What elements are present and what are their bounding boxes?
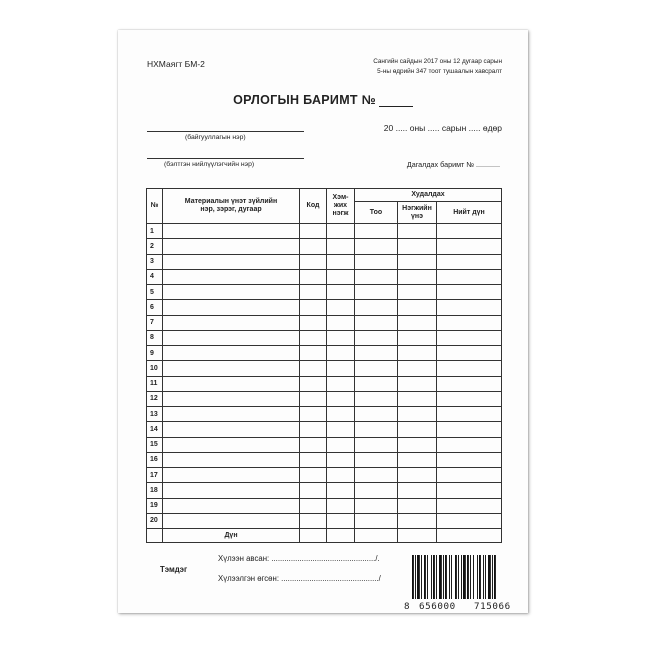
organization-caption: (байгууллагын нэр) xyxy=(185,134,246,141)
organization-line xyxy=(147,131,304,132)
table-cell xyxy=(327,376,355,391)
table-cell xyxy=(163,483,300,498)
table-row xyxy=(147,224,502,239)
table-cell xyxy=(355,346,398,361)
table-row xyxy=(147,498,502,513)
header-unit-price xyxy=(398,202,437,224)
form-code: НХМаягт БМ-2 xyxy=(147,59,205,69)
table-cell xyxy=(300,315,327,330)
table-cell xyxy=(398,513,437,528)
table-cell xyxy=(163,285,300,300)
barcode-bar xyxy=(494,555,496,599)
table-cell xyxy=(300,498,327,513)
table-cell xyxy=(437,239,502,254)
table-cell xyxy=(163,452,300,467)
table-cell xyxy=(355,269,398,284)
table-cell xyxy=(398,407,437,422)
header-total-price: Нийт дүн xyxy=(437,202,502,224)
row-number: 11 xyxy=(147,376,163,391)
form-title xyxy=(118,93,528,107)
barcode-bar xyxy=(477,555,478,599)
row-number: 17 xyxy=(147,468,163,483)
barcode-bar xyxy=(492,555,493,599)
table-cell xyxy=(398,254,437,269)
table-cell xyxy=(355,498,398,513)
barcode-bar xyxy=(421,555,422,599)
header-unit xyxy=(327,189,355,224)
table-row xyxy=(147,254,502,269)
table-row xyxy=(147,422,502,437)
table-row xyxy=(147,513,502,528)
table-cell xyxy=(300,422,327,437)
barcode-bar xyxy=(449,555,450,599)
table-cell xyxy=(327,300,355,315)
table-row xyxy=(147,483,502,498)
barcode-bar xyxy=(424,555,426,599)
table-cell xyxy=(163,330,300,345)
table-cell xyxy=(437,437,502,452)
table-cell xyxy=(437,483,502,498)
table-cell xyxy=(437,300,502,315)
row-number: 8 xyxy=(147,330,163,345)
title-number-blank xyxy=(379,95,413,107)
table-cell xyxy=(355,315,398,330)
table-cell xyxy=(437,498,502,513)
barcode-bar xyxy=(417,555,420,599)
table-cell xyxy=(437,376,502,391)
table-cell xyxy=(437,407,502,422)
table-cell xyxy=(300,285,327,300)
total-row-spacer xyxy=(147,529,163,543)
table-row xyxy=(147,300,502,315)
table-cell xyxy=(437,422,502,437)
table-cell xyxy=(437,330,502,345)
table-cell xyxy=(327,239,355,254)
table-cell xyxy=(355,254,398,269)
table-cell xyxy=(163,254,300,269)
row-number: 13 xyxy=(147,407,163,422)
total-cell-unit xyxy=(327,529,355,543)
barcode-group-2: 715066 xyxy=(474,601,511,612)
table-cell xyxy=(327,391,355,406)
table-cell xyxy=(398,422,437,437)
table-cell xyxy=(327,437,355,452)
materials-table xyxy=(146,188,502,543)
header-number: № xyxy=(147,189,163,224)
table-cell xyxy=(355,422,398,437)
barcode-bar xyxy=(479,555,481,599)
row-number: 18 xyxy=(147,483,163,498)
table-cell xyxy=(398,468,437,483)
barcode-bar xyxy=(445,555,447,599)
table-cell xyxy=(327,498,355,513)
barcode-bar xyxy=(458,555,459,599)
row-number: 6 xyxy=(147,300,163,315)
table-cell xyxy=(300,407,327,422)
table-cell xyxy=(327,422,355,437)
table-cell xyxy=(163,422,300,437)
header-code: Код xyxy=(300,189,327,224)
row-number: 15 xyxy=(147,437,163,452)
approval-note xyxy=(373,57,502,76)
table-cell xyxy=(300,224,327,239)
table-cell xyxy=(437,513,502,528)
table-cell xyxy=(355,285,398,300)
table-cell xyxy=(398,391,437,406)
table-cell xyxy=(437,269,502,284)
table-row xyxy=(147,468,502,483)
barcode-bar xyxy=(485,555,486,599)
table-cell xyxy=(398,239,437,254)
table-cell xyxy=(355,376,398,391)
barcode-bar xyxy=(431,555,432,599)
table-cell xyxy=(163,346,300,361)
stamp-label: Тэмдэг xyxy=(160,565,188,574)
header-purchased: Худалдах xyxy=(355,189,502,202)
table-row xyxy=(147,315,502,330)
table-cell xyxy=(398,315,437,330)
table-cell xyxy=(355,513,398,528)
table-cell xyxy=(327,269,355,284)
table-cell xyxy=(327,483,355,498)
table-cell xyxy=(355,300,398,315)
header-unit-price-line1: Нэгжийн xyxy=(402,204,432,212)
barcode-bar xyxy=(473,555,474,599)
table-cell xyxy=(327,346,355,361)
table-cell xyxy=(398,376,437,391)
table-cell xyxy=(163,437,300,452)
table-cell xyxy=(300,483,327,498)
total-label: Дүн xyxy=(163,529,300,543)
table-cell xyxy=(300,361,327,376)
row-number: 9 xyxy=(147,346,163,361)
table-cell xyxy=(300,346,327,361)
table-cell xyxy=(398,452,437,467)
barcode-bar xyxy=(488,555,491,599)
table-row xyxy=(147,269,502,284)
header-material xyxy=(163,189,300,224)
barcode-bar xyxy=(463,555,466,599)
row-number: 2 xyxy=(147,239,163,254)
table-cell xyxy=(355,407,398,422)
table-cell xyxy=(300,437,327,452)
total-cell-amount xyxy=(437,529,502,543)
table-cell xyxy=(398,285,437,300)
header-unit-line1: Хэм- xyxy=(332,194,349,201)
barcode-bar xyxy=(433,555,435,599)
table-cell xyxy=(355,361,398,376)
table-cell xyxy=(398,224,437,239)
table-cell xyxy=(355,239,398,254)
table-cell xyxy=(300,513,327,528)
barcode-bar xyxy=(470,555,471,599)
row-number: 12 xyxy=(147,391,163,406)
table-row xyxy=(147,346,502,361)
row-number: 1 xyxy=(147,224,163,239)
table-row xyxy=(147,330,502,345)
table-cell xyxy=(398,498,437,513)
table-cell xyxy=(163,468,300,483)
table-cell xyxy=(437,254,502,269)
table-cell xyxy=(327,254,355,269)
table-cell xyxy=(437,452,502,467)
barcode-bar xyxy=(451,555,452,599)
table-cell xyxy=(355,330,398,345)
table-cell xyxy=(355,452,398,467)
table-cell xyxy=(300,330,327,345)
table-cell xyxy=(437,346,502,361)
header-unit-line2: жих xyxy=(333,202,348,209)
table-cell xyxy=(300,269,327,284)
table-cell xyxy=(327,452,355,467)
table-cell xyxy=(163,361,300,376)
table-cell xyxy=(327,361,355,376)
table-row xyxy=(147,452,502,467)
table-cell xyxy=(163,315,300,330)
table-cell xyxy=(300,452,327,467)
table-cell xyxy=(398,437,437,452)
approval-line-2: 5-ны өдрийн 347 тоот тушаалын хавсралт xyxy=(377,67,502,75)
table-cell xyxy=(163,407,300,422)
table-cell xyxy=(355,437,398,452)
table-cell xyxy=(300,391,327,406)
barcode-bar xyxy=(427,555,428,599)
barcode-bar xyxy=(455,555,457,599)
row-number: 4 xyxy=(147,269,163,284)
approval-line-1: Сангийн сайдын 2017 оны 12 дугаар сарын xyxy=(373,58,502,65)
table-row xyxy=(147,391,502,406)
table-cell xyxy=(163,498,300,513)
table-cell xyxy=(437,224,502,239)
table-cell xyxy=(300,376,327,391)
table-row xyxy=(147,376,502,391)
table-cell xyxy=(327,407,355,422)
header-quantity: Тоо xyxy=(355,202,398,224)
table-cell xyxy=(163,376,300,391)
total-cell-qty xyxy=(355,529,398,543)
row-number: 5 xyxy=(147,285,163,300)
table-cell xyxy=(327,468,355,483)
table-cell xyxy=(355,468,398,483)
table-cell xyxy=(437,468,502,483)
table-cell xyxy=(327,224,355,239)
table-cell xyxy=(163,513,300,528)
receipt-form-page xyxy=(118,30,528,613)
handed-by-line: Хүлээлгэн өгсөн: ............................................./ xyxy=(218,574,381,583)
table-row xyxy=(147,285,502,300)
table-cell xyxy=(355,483,398,498)
table-cell xyxy=(355,391,398,406)
table-cell xyxy=(355,224,398,239)
table-cell xyxy=(300,254,327,269)
table-cell xyxy=(300,468,327,483)
barcode-bar xyxy=(443,555,444,599)
row-number: 7 xyxy=(147,315,163,330)
supplier-line xyxy=(147,158,304,159)
barcode-first-digit: 8 xyxy=(404,601,411,612)
barcode-bar xyxy=(467,555,469,599)
header-material-line1: Материалын үнэт зүйлийн xyxy=(184,198,278,205)
received-by-line: Хүлээн авсан: ................................................/. xyxy=(218,554,380,563)
table-cell xyxy=(398,269,437,284)
total-cell-unit-price xyxy=(398,529,437,543)
form-title-text: ОРЛОГЫН БАРИМТ № xyxy=(233,93,376,107)
table-row xyxy=(147,239,502,254)
table-cell xyxy=(327,513,355,528)
header-unit-line3: нэгж xyxy=(332,210,349,217)
table-cell xyxy=(163,391,300,406)
table-cell xyxy=(398,483,437,498)
row-number: 14 xyxy=(147,422,163,437)
row-number: 19 xyxy=(147,498,163,513)
row-number: 10 xyxy=(147,361,163,376)
table-cell xyxy=(437,361,502,376)
header-unit-price-line2: үнэ xyxy=(411,212,423,220)
table-row xyxy=(147,437,502,452)
date-line: 20 ..... оны ..... сарын ..... өдөр xyxy=(383,123,502,133)
table-cell xyxy=(327,285,355,300)
table-cell xyxy=(398,346,437,361)
table-cell xyxy=(163,224,300,239)
row-number: 16 xyxy=(147,452,163,467)
table-cell xyxy=(163,269,300,284)
table-cell xyxy=(163,239,300,254)
table-cell xyxy=(398,361,437,376)
barcode-group-1: 656000 xyxy=(419,601,456,612)
table-cell xyxy=(398,330,437,345)
barcode-bar xyxy=(415,555,416,599)
barcode-bar xyxy=(436,555,437,599)
barcode-image xyxy=(412,555,522,599)
table-cell xyxy=(437,285,502,300)
barcode-bar xyxy=(483,555,484,599)
barcode-bar xyxy=(461,555,462,599)
table-cell xyxy=(398,300,437,315)
total-cell-code xyxy=(300,529,327,543)
barcode-bar xyxy=(439,555,442,599)
attachment-number: Дагалдах баримт № ............ xyxy=(406,160,500,169)
table-cell xyxy=(300,300,327,315)
row-number: 3 xyxy=(147,254,163,269)
table-cell xyxy=(437,315,502,330)
table-row xyxy=(147,407,502,422)
table-cell xyxy=(163,300,300,315)
table-cell xyxy=(327,315,355,330)
table-cell xyxy=(300,239,327,254)
supplier-caption: (бэлтгэн нийлүүлэгчийн нэр) xyxy=(164,161,255,168)
table-row xyxy=(147,361,502,376)
table-cell xyxy=(437,391,502,406)
row-number: 20 xyxy=(147,513,163,528)
table-cell xyxy=(327,330,355,345)
header-material-line2: нэр, зэрэг, дугаар xyxy=(200,206,262,213)
barcode-bar xyxy=(412,555,414,599)
